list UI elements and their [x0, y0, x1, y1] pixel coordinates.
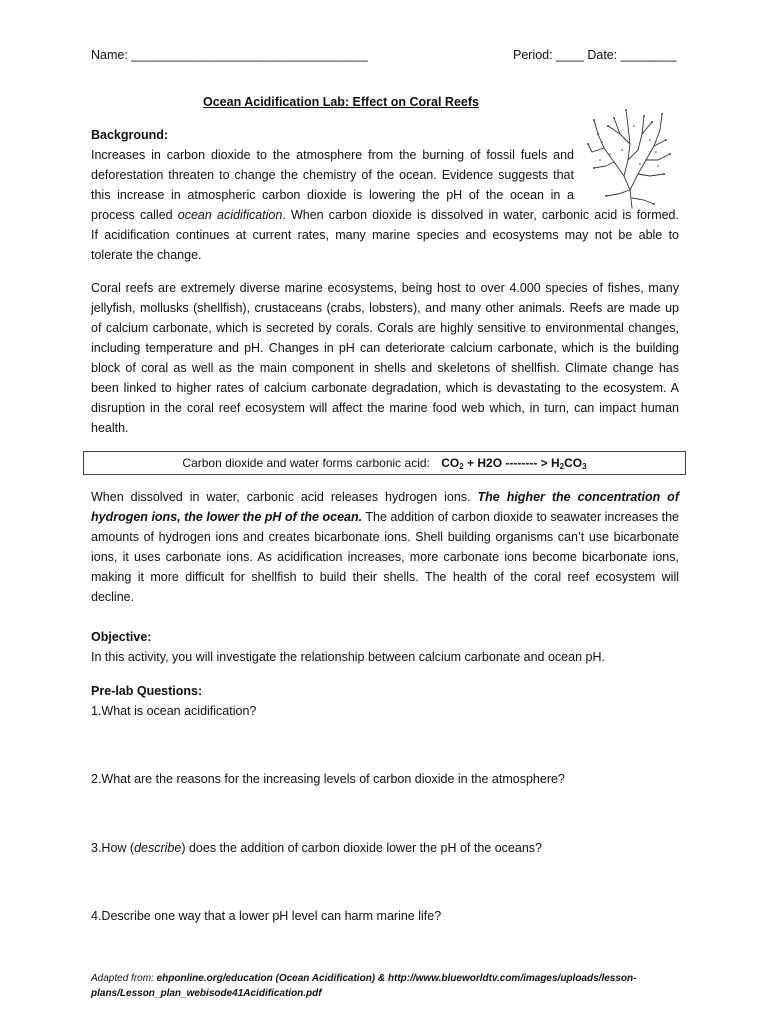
key-point-emphasis: The higher the concentration of: [477, 490, 679, 504]
coral-illustration: [584, 104, 674, 210]
equation-box: [83, 451, 686, 475]
hydrogen-paragraph-line-3: amounts of hydrogen ions and creates bicarbonate ions. Shell building organisms can’t use bicarbonate: [91, 530, 679, 544]
page-title: Ocean Acidification Lab: Effect on Coral Reefs: [203, 95, 479, 109]
background-line-6: tolerate the change.: [91, 248, 202, 262]
coral-paragraph-line-6: been linked to higher rates of calcium carbonate degradation, which is devastating to the ecosystem. A: [91, 381, 679, 395]
hydrogen-paragraph-line-6: decline.: [91, 590, 135, 604]
hydrogen-paragraph-line-5: making it more difficult for shellfish to build their shells. The health of the coral reef ecosystem will: [91, 570, 679, 584]
prelab-heading: Pre-lab Questions:: [91, 684, 203, 698]
hydrogen-paragraph-line-4: ions, it uses carbonate ions. As acidification increases, more carbonate ions become bicarbonate ions,: [91, 550, 679, 564]
period-date-field-label: Period: ____ Date: ________: [513, 48, 677, 62]
prelab-question-3: 3.How (describe) does the addition of carbon dioxide lower the pH of the oceans?: [91, 841, 542, 855]
coral-paragraph-line-3: of calcium carbonate, which is secreted by corals. Corals are highly sensitive to environmental changes,: [91, 321, 679, 335]
coral-paragraph-line-4: including temperature and pH. Changes in pH can deteriorate calcium carbonate, which is the building: [91, 341, 679, 355]
hydrogen-paragraph-line-2: hydrogen ions, the lower the pH of the ocean. The addition of carbon dioxide to seawater increases the: [91, 510, 679, 524]
background-line-2: deforestation threaten to change the chemistry of the ocean. Evidence suggests that: [91, 168, 574, 182]
coral-paragraph-line-1: Coral reefs are extremely diverse marine ecosystems, being host to over 4.000 species of fishes, many: [91, 281, 679, 295]
footer-citation-line-1: Adapted from: ehponline.org/education (Ocean Acidification) & http://www.blueworldtv.com/images/uploads/lesson-: [91, 973, 637, 984]
coral-paragraph-line-5: block of coral as well as the main component in shells and skeletons of shellfish. Climate change has: [91, 361, 679, 375]
background-line-1: Increases in carbon dioxide to the atmosphere from the burning of fossil fuels and: [91, 148, 574, 162]
background-line-4: process called ocean acidification. When carbon dioxide is dissolved in water, carbonic acid is formed.: [91, 208, 679, 222]
background-heading: Background:: [91, 128, 169, 142]
term-ocean-acidification: ocean acidification: [177, 208, 283, 222]
chemical-equation: $CO_2 + H2O$ -------- > $H_2CO_3$: [441, 456, 587, 471]
name-field-label: Name: __________________________________: [91, 48, 368, 62]
prelab-question-1: 1.What is ocean acidification?: [91, 704, 257, 718]
objective-text: In this activity, you will investigate the relationship between calcium carbonate and ocean pH.: [91, 650, 605, 664]
hydrogen-paragraph-line-1: When dissolved in water, carbonic acid releases hydrogen ions. The higher the concentration of: [91, 490, 679, 504]
prelab-question-4: 4.Describe one way that a lower pH level can harm marine life?: [91, 909, 442, 923]
equation-label: Carbon dioxide and water forms carbonic acid:: [182, 456, 430, 470]
coral-paragraph-line-2: jellyfish, mollusks (shellfish), crustaceans (crabs, lobsters), and many other animals. Reefs are made up: [91, 301, 679, 315]
prelab-question-2: 2.What are the reasons for the increasing levels of carbon dioxide in the atmosphere?: [91, 772, 565, 786]
footer-citation-line-2: plans/Lesson_plan_webisode41Acidification.pdf: [91, 988, 322, 999]
objective-heading: Objective:: [91, 630, 152, 644]
coral-paragraph-line-7: disruption in the coral reef ecosystem will affect the marine food web which, in turn, can impact human: [91, 401, 679, 415]
background-line-3: this increase in atmospheric carbon dioxide is lowering the pH of the ocean in a: [91, 188, 574, 202]
coral-paragraph-line-8: health.: [91, 421, 129, 435]
background-line-5: If acidification continues at current rates, many marine species and ecosystems may not be able to: [91, 228, 679, 242]
